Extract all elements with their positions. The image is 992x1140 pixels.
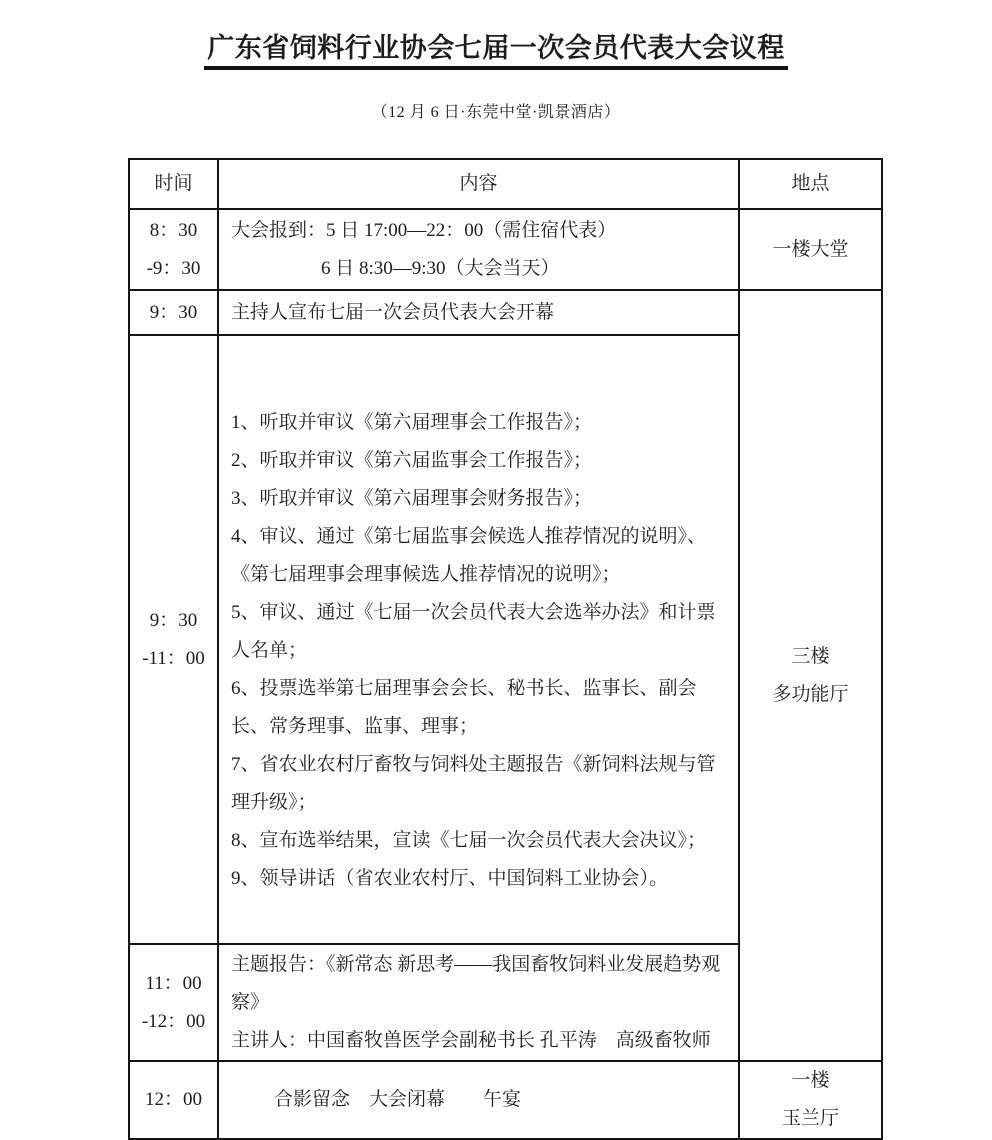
keynote-time-line1: 11：00: [145, 972, 202, 994]
agenda-item-5: 5、审议、通过《七届一次会员代表大会选举办法》和计票人名单；: [231, 601, 716, 661]
registration-time-line1: 8：30: [149, 219, 198, 241]
registration-content-cell: [218, 209, 739, 290]
registration-time-line2: -9：30: [146, 257, 201, 279]
keynote-content-cell: [218, 944, 739, 1061]
closing-location-line2: 玉兰厅: [781, 1108, 839, 1129]
closing-time-cell: 12：00: [129, 1061, 218, 1139]
registration-time-cell: [129, 209, 218, 290]
table-header-row: [129, 159, 882, 209]
agenda-item-4: 4、审议、通过《第七届监事会候选人推荐情况的说明》、《第七届理事会理事候选人推荐情况的说明》；: [231, 525, 707, 585]
row-opening: [129, 290, 882, 335]
keynote-time-cell: [129, 944, 218, 1061]
registration-content-line1: 大会报到：5 日 17:00—22：00（需住宿代表）: [231, 219, 617, 241]
closing-location-line1: 一楼: [791, 1070, 830, 1091]
agenda-time-line1: 9：30: [149, 609, 198, 631]
main-session-location-line2: 多功能厅: [772, 683, 849, 705]
opening-content-cell: 主持人宣布七届一次会员代表大会开幕: [218, 290, 739, 335]
main-session-location-cell: [739, 290, 882, 1061]
document-title-text: 广东省饲料行业协会七届一次会员代表大会议程: [204, 33, 788, 70]
keynote-time-line2: -12：00: [141, 1010, 206, 1032]
opening-time-cell: 9：30: [129, 290, 218, 335]
agenda-item-3: 3、听取并审议《第六届理事会财务报告》；: [231, 487, 593, 509]
row-registration: [129, 209, 882, 290]
agenda-item-7: 7、省农业农村厅畜牧与饲料处主题报告《新饲料法规与管理升级》；: [231, 753, 716, 813]
agenda-content-cell: [218, 335, 739, 944]
document-title: [0, 26, 992, 65]
header-cell-content: 内容: [218, 159, 739, 209]
closing-content-cell: 合影留念 大会闭幕 午宴: [218, 1061, 739, 1139]
document-subtitle: （12 月 6 日·东莞中堂·凯景酒店）: [371, 104, 621, 121]
agenda-time-line2: -11：00: [142, 647, 205, 669]
header-cell-time: 时间: [129, 159, 218, 209]
agenda-item-9: 9、领导讲话（省农业农村厅、中国饲料工业协会）。: [231, 867, 669, 889]
agenda-item-2: 2、听取并审议《第六届监事会工作报告》；: [231, 449, 593, 471]
keynote-report-title: 主题报告：《新常态 新思考——我国畜牧饲料业发展趋势观察》: [231, 953, 721, 1013]
agenda-item-8: 8、宣布选举结果，宣读《七届一次会员代表大会决议》；: [231, 829, 707, 851]
keynote-speaker: 主讲人：中国畜牧兽医学会副秘书长 孔平涛 高级畜牧师: [231, 1029, 711, 1051]
registration-location-cell: 一楼大堂: [739, 209, 882, 290]
agenda-table: [128, 158, 883, 1140]
agenda-item-1: 1、听取并审议《第六届理事会工作报告》；: [231, 411, 593, 433]
header-cell-location: 地点: [739, 159, 882, 209]
main-session-location-line1: 三楼: [791, 645, 830, 667]
row-closing: [129, 1061, 882, 1139]
agenda-time-cell: [129, 335, 218, 944]
agenda-item-6: 6、投票选举第七届理事会会长、秘书长、监事长、副会长、常务理事、监事、理事；: [231, 677, 697, 737]
closing-location-cell: [739, 1061, 882, 1139]
registration-content-line2: 6 日 8:30—9:30（大会当天）: [321, 257, 560, 279]
